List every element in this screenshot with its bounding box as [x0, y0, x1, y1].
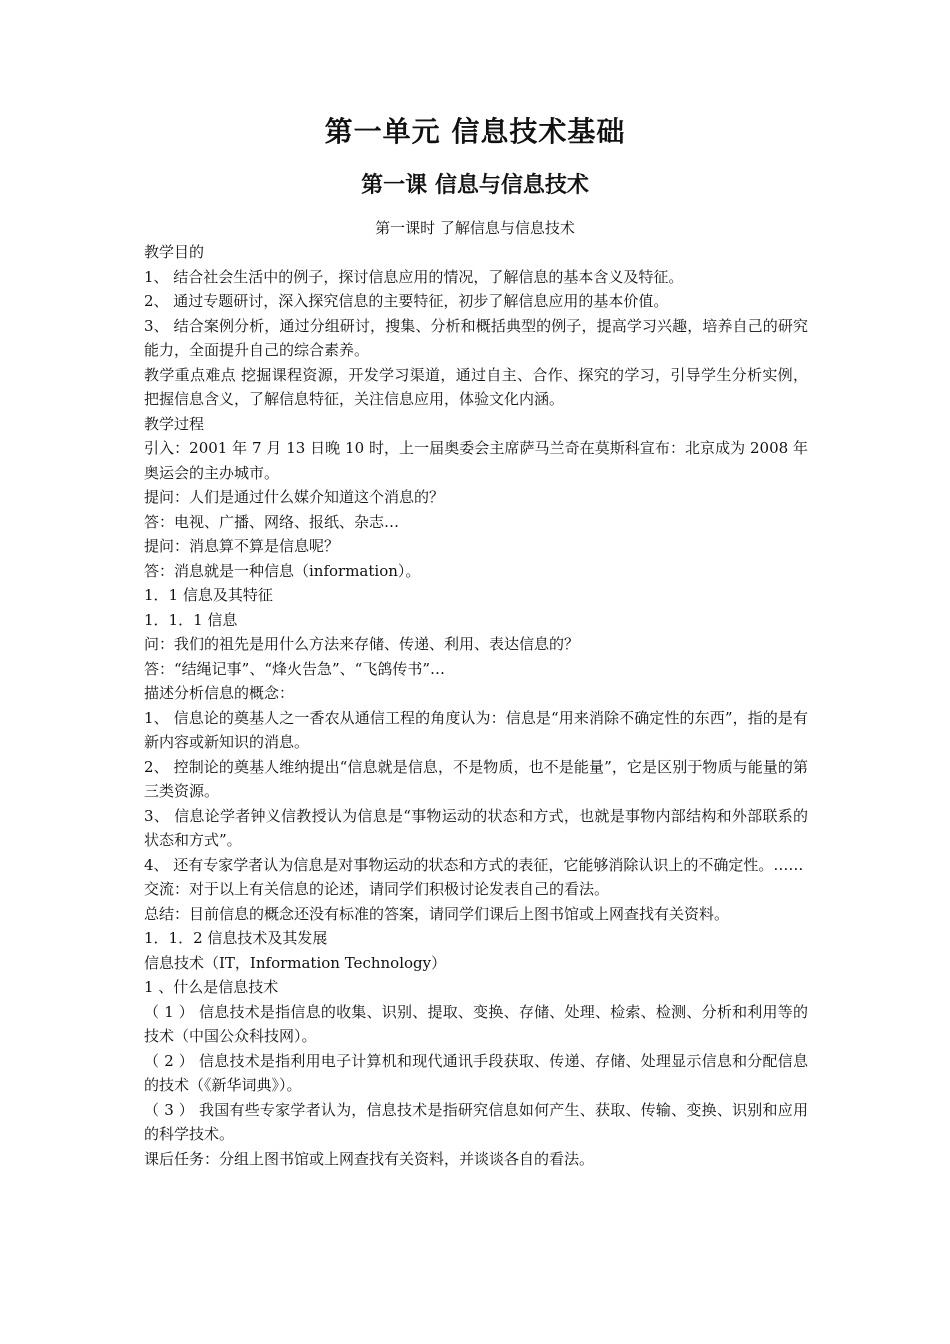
section-heading: 1．1 信息及其特征	[144, 586, 273, 604]
intro-paragraph: 引入：2001 年 7 月 13 日晚 10 时，上一届奥委会主席萨马兰奇在莫斯科宣布：北京成为 2008 年奥运会的主办城市。	[144, 439, 808, 482]
heading-teaching-goals: 教学目的	[144, 243, 205, 261]
question-line: 问：我们的祖先是用什么方法来存储、传递、利用、表达信息的？	[144, 635, 580, 653]
heading-teaching-process: 教学过程	[144, 414, 205, 433]
goal-item: 1、 结合社会生活中的例子，探讨信息应用的情况，了解信息的基本含义及特征。	[144, 267, 684, 286]
it-definition-line: 信息技术（IT，Information Technology）	[144, 953, 447, 972]
concept-item: 2、 控制论的奠基人维纳提出“信息就是信息，不是物质，也不是能量”，它是区别于物质与能量的第三类资源。	[144, 757, 808, 800]
goal-item: 2、 通过专题研讨，深入探究信息的主要特征，初步了解信息应用的基本价值。	[144, 292, 669, 310]
concept-item: 1、 信息论的奠基人之一香农从通信工程的角度认为：信息是“用来消除不确定性的东西”，指的是有新内容或新知识的消息。	[144, 708, 808, 751]
answer-line: 答：电视、广播、网络、报纸、杂志…	[144, 512, 400, 531]
it-definition-item: （ 3 ） 我国有些专家学者认为，信息技术是指研究信息如何产生、获取、传输、变换、识别和应用的科学技术。	[144, 1100, 808, 1143]
what-is-it-heading: 1 、什么是信息技术	[144, 978, 279, 996]
concept-heading: 描述分析信息的概念：	[144, 684, 295, 702]
subsection-heading: 1．1．1 信息	[144, 610, 238, 629]
concept-item: 4、 还有专家学者认为信息是对事物运动的状态和方式的表征，它能够消除认识上的不确定性。……	[144, 855, 804, 874]
concept-item: 3、 信息论学者钟义信教授认为信息是“事物运动的状态和方式，也就是事物内部结构和外部联系的状态和方式”。	[144, 806, 808, 849]
document-body	[144, 240, 808, 1171]
lesson-title: 第一课 信息与信息技术	[361, 173, 589, 198]
answer-line: 答：“结绳记事”、“烽火告急”、“飞鸽传书”…	[144, 659, 446, 678]
it-definition-item: （ 2 ） 信息技术是指利用电子计算机和现代通讯手段获取、传递、存储、处理显示信息和分配信息的技术（《新华词典》）。	[144, 1051, 808, 1094]
answer-line: 答：消息就是一种信息（information）。	[144, 561, 421, 580]
it-definition-item: （ 1 ） 信息技术是指信息的收集、识别、提取、变换、存储、处理、检索、检测、分析和利用等的技术（中国公众科技网）。	[144, 1002, 808, 1045]
summary-line: 总结：目前信息的概念还没有标准的答案，请同学们课后上图书馆或上网查找有关资料。	[144, 904, 730, 923]
question-line: 提问：消息算不算是信息呢？	[144, 537, 340, 555]
discussion-line: 交流：对于以上有关信息的论述，请同学们积极讨论发表自己的看法。	[144, 880, 610, 898]
goal-item: 3、 结合案例分析，通过分组研讨，搜集、分析和概括典型的例子，提高学习兴趣，培养自己的研究能力，全面提升自己的综合素养。	[144, 316, 808, 359]
unit-title: 第一单元 信息技术基础	[324, 115, 626, 148]
key-points-paragraph: 教学重点难点 挖掘课程资源，开发学习渠道，通过自主、合作、探究的学习，引导学生分析实例，把握信息含义，了解信息特征，关注信息应用，体验文化内涵。	[144, 365, 808, 408]
homework-line: 课后任务：分组上图书馆或上网查找有关资料，并谈谈各自的看法。	[144, 1149, 595, 1168]
question-line: 提问：人们是通过什么媒介知道这个消息的？	[144, 488, 445, 506]
period-title: 第一课时 了解信息与信息技术	[375, 219, 575, 237]
subsection-heading: 1．1．2 信息技术及其发展	[144, 929, 328, 947]
